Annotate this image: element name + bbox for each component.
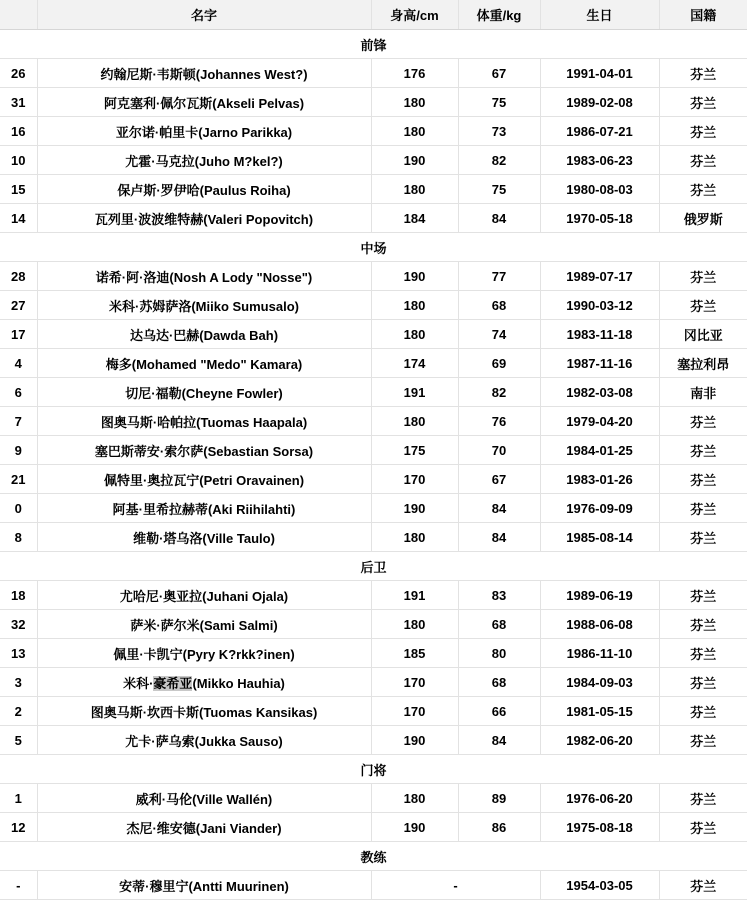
player-number-cell: 1: [0, 784, 37, 813]
player-birthday-cell: 1986-11-10: [540, 639, 659, 668]
player-row: [0, 204, 747, 233]
player-name-cell: 威利·马伦(Ville Wallén): [37, 784, 371, 813]
player-number-cell: 13: [0, 639, 37, 668]
player-nationality-cell: 芬兰: [659, 291, 747, 320]
player-row: [0, 59, 747, 88]
player-number-cell: 26: [0, 59, 37, 88]
player-row: [0, 639, 747, 668]
player-height-cell: 180: [371, 88, 458, 117]
player-number-cell: 18: [0, 581, 37, 610]
player-birthday-cell: 1976-06-20: [540, 784, 659, 813]
player-height-cell: 176: [371, 59, 458, 88]
player-row: [0, 349, 747, 378]
player-number-cell: 31: [0, 88, 37, 117]
player-weight-cell: 68: [458, 610, 540, 639]
player-name-cell: 切尼·福勒(Cheyne Fowler): [37, 378, 371, 407]
player-number-cell: 15: [0, 175, 37, 204]
player-row: [0, 465, 747, 494]
player-height-cell: 180: [371, 320, 458, 349]
player-nationality-cell: 芬兰: [659, 494, 747, 523]
player-number-cell: 17: [0, 320, 37, 349]
selected-text-highlight: 豪希亚: [153, 675, 193, 691]
player-weight-cell: 68: [458, 291, 540, 320]
player-nationality-cell: 芬兰: [659, 581, 747, 610]
player-number-cell: 14: [0, 204, 37, 233]
player-weight-cell: 76: [458, 407, 540, 436]
player-height-cell: 180: [371, 784, 458, 813]
player-nationality-cell: 芬兰: [659, 668, 747, 697]
player-birthday-cell: 1982-06-20: [540, 726, 659, 755]
player-height-cell: 170: [371, 668, 458, 697]
section-row: [0, 233, 747, 262]
player-row: [0, 88, 747, 117]
header-row: [0, 0, 747, 30]
player-height-cell: 175: [371, 436, 458, 465]
player-name-cell: 梅多(Mohamed "Medo" Kamara): [37, 349, 371, 378]
col-header-nationality: 国籍: [659, 0, 747, 30]
player-height-cell: 185: [371, 639, 458, 668]
player-weight-cell: 67: [458, 59, 540, 88]
player-name-cell: 萨米·萨尔米(Sami Salmi): [37, 610, 371, 639]
player-row: [0, 291, 747, 320]
player-number-cell: 4: [0, 349, 37, 378]
player-name-cell: 阿克塞利·佩尔瓦斯(Akseli Pelvas): [37, 88, 371, 117]
player-weight-cell: 86: [458, 813, 540, 842]
player-name-cell: 安蒂·穆里宁(Antti Muurinen): [37, 871, 371, 900]
player-birthday-cell: 1983-06-23: [540, 146, 659, 175]
player-number-cell: 2: [0, 697, 37, 726]
player-nationality-cell: 芬兰: [659, 146, 747, 175]
section-row: [0, 552, 747, 581]
player-name-cell: 诺希·阿·洛迪(Nosh A Lody "Nosse"): [37, 262, 371, 291]
section-row: [0, 30, 747, 59]
player-nationality-cell: 塞拉利昂: [659, 349, 747, 378]
player-name-cell: 图奥马斯·坎西卡斯(Tuomas Kansikas): [37, 697, 371, 726]
player-birthday-cell: 1991-04-01: [540, 59, 659, 88]
player-height-cell: 190: [371, 813, 458, 842]
player-nationality-cell: 芬兰: [659, 697, 747, 726]
section-title-cell: 教练: [0, 842, 747, 871]
player-weight-cell: 77: [458, 262, 540, 291]
player-row: [0, 262, 747, 291]
col-header-height: 身高/cm: [371, 0, 458, 30]
player-number-cell: 32: [0, 610, 37, 639]
player-name-cell: 阿基·里希拉赫蒂(Aki Riihilahti): [37, 494, 371, 523]
player-row: [0, 436, 747, 465]
player-row: [0, 523, 747, 552]
player-name-cell: [37, 668, 371, 697]
player-row: [0, 697, 747, 726]
player-height-cell: 180: [371, 523, 458, 552]
player-number-cell: -: [0, 871, 37, 900]
player-height-cell: 190: [371, 726, 458, 755]
player-row: [0, 668, 747, 697]
player-number-cell: 5: [0, 726, 37, 755]
player-weight-cell: 82: [458, 378, 540, 407]
player-birthday-cell: 1984-01-25: [540, 436, 659, 465]
player-birthday-cell: 1989-06-19: [540, 581, 659, 610]
player-birthday-cell: 1979-04-20: [540, 407, 659, 436]
player-number-cell: 12: [0, 813, 37, 842]
player-birthday-cell: 1980-08-03: [540, 175, 659, 204]
col-header-name: 名字: [37, 0, 371, 30]
player-nationality-cell: 芬兰: [659, 465, 747, 494]
player-number-cell: 3: [0, 668, 37, 697]
player-number-cell: 21: [0, 465, 37, 494]
player-weight-cell: 80: [458, 639, 540, 668]
player-height-cell: 190: [371, 146, 458, 175]
player-number-cell: 7: [0, 407, 37, 436]
player-height-cell: 174: [371, 349, 458, 378]
player-birthday-cell: 1983-11-18: [540, 320, 659, 349]
player-weight-cell: 84: [458, 726, 540, 755]
player-height-cell: 191: [371, 581, 458, 610]
player-birthday-cell: 1954-03-05: [540, 871, 659, 900]
player-nationality-cell: 芬兰: [659, 871, 747, 900]
player-birthday-cell: 1976-09-09: [540, 494, 659, 523]
player-nationality-cell: 芬兰: [659, 436, 747, 465]
section-row: [0, 842, 747, 871]
player-birthday-cell: 1986-07-21: [540, 117, 659, 146]
player-birthday-cell: 1989-07-17: [540, 262, 659, 291]
player-birthday-cell: 1985-08-14: [540, 523, 659, 552]
player-row: [0, 407, 747, 436]
player-birthday-cell: 1987-11-16: [540, 349, 659, 378]
player-name-cell: 维勒·塔乌洛(Ville Taulo): [37, 523, 371, 552]
player-weight-cell: 67: [458, 465, 540, 494]
player-birthday-cell: 1984-09-03: [540, 668, 659, 697]
col-header-number: [0, 0, 37, 30]
player-nationality-cell: 芬兰: [659, 813, 747, 842]
player-weight-cell: 75: [458, 175, 540, 204]
player-name-text: 米科·: [123, 675, 154, 691]
player-height-weight-cell: -: [371, 871, 540, 900]
table-body: [0, 30, 747, 900]
player-height-cell: 190: [371, 494, 458, 523]
player-row: [0, 146, 747, 175]
player-birthday-cell: 1981-05-15: [540, 697, 659, 726]
player-height-cell: 180: [371, 291, 458, 320]
player-name-cell: 瓦列里·波波维特赫(Valeri Popovitch): [37, 204, 371, 233]
player-height-cell: 180: [371, 610, 458, 639]
player-row: [0, 117, 747, 146]
player-row: [0, 320, 747, 349]
player-weight-cell: 82: [458, 146, 540, 175]
player-nationality-cell: 芬兰: [659, 523, 747, 552]
player-birthday-cell: 1989-02-08: [540, 88, 659, 117]
player-nationality-cell: 芬兰: [659, 784, 747, 813]
player-weight-cell: 84: [458, 204, 540, 233]
player-height-cell: 170: [371, 697, 458, 726]
player-weight-cell: 75: [458, 88, 540, 117]
player-row: [0, 378, 747, 407]
player-birthday-cell: 1975-08-18: [540, 813, 659, 842]
player-height-cell: 180: [371, 407, 458, 436]
player-birthday-cell: 1990-03-12: [540, 291, 659, 320]
player-weight-cell: 84: [458, 494, 540, 523]
player-row: [0, 813, 747, 842]
player-name-cell: 保卢斯·罗伊哈(Paulus Roiha): [37, 175, 371, 204]
player-number-cell: 28: [0, 262, 37, 291]
section-title-cell: 中场: [0, 233, 747, 262]
col-header-birthday: 生日: [540, 0, 659, 30]
player-number-cell: 27: [0, 291, 37, 320]
section-title-cell: 后卫: [0, 552, 747, 581]
player-weight-cell: 69: [458, 349, 540, 378]
player-weight-cell: 68: [458, 668, 540, 697]
player-number-cell: 10: [0, 146, 37, 175]
player-name-cell: 达乌达·巴赫(Dawda Bah): [37, 320, 371, 349]
section-row: [0, 755, 747, 784]
player-name-cell: 尤卡·萨乌索(Jukka Sauso): [37, 726, 371, 755]
player-birthday-cell: 1983-01-26: [540, 465, 659, 494]
player-number-cell: 8: [0, 523, 37, 552]
player-row: [0, 610, 747, 639]
player-row: [0, 871, 747, 900]
player-height-cell: 184: [371, 204, 458, 233]
player-name-cell: 亚尔诺·帕里卡(Jarno Parikka): [37, 117, 371, 146]
player-nationality-cell: 芬兰: [659, 407, 747, 436]
player-weight-cell: 84: [458, 523, 540, 552]
player-name-cell: 塞巴斯蒂安·索尔萨(Sebastian Sorsa): [37, 436, 371, 465]
player-name-cell: 约翰尼斯·韦斯顿(Johannes West?): [37, 59, 371, 88]
player-number-cell: 16: [0, 117, 37, 146]
player-height-cell: 190: [371, 262, 458, 291]
player-name-cell: 米科·苏姆萨洛(Miiko Sumusalo): [37, 291, 371, 320]
player-name-cell: 杰尼·维安德(Jani Viander): [37, 813, 371, 842]
player-birthday-cell: 1988-06-08: [540, 610, 659, 639]
section-title-cell: 门将: [0, 755, 747, 784]
player-row: [0, 494, 747, 523]
player-nationality-cell: 芬兰: [659, 262, 747, 291]
player-name-cell: 佩里·卡凯宁(Pyry K?rkk?inen): [37, 639, 371, 668]
player-number-cell: 6: [0, 378, 37, 407]
player-nationality-cell: 芬兰: [659, 88, 747, 117]
player-nationality-cell: 芬兰: [659, 639, 747, 668]
player-weight-cell: 89: [458, 784, 540, 813]
player-birthday-cell: 1970-05-18: [540, 204, 659, 233]
player-height-cell: 180: [371, 117, 458, 146]
player-height-cell: 170: [371, 465, 458, 494]
player-nationality-cell: 芬兰: [659, 726, 747, 755]
player-number-cell: 9: [0, 436, 37, 465]
player-height-cell: 180: [371, 175, 458, 204]
player-nationality-cell: 冈比亚: [659, 320, 747, 349]
player-row: [0, 581, 747, 610]
player-name-cell: 尤霍·马克拉(Juho M?kel?): [37, 146, 371, 175]
player-row: [0, 175, 747, 204]
section-title-cell: 前锋: [0, 30, 747, 59]
player-height-cell: 191: [371, 378, 458, 407]
player-weight-cell: 70: [458, 436, 540, 465]
col-header-weight: 体重/kg: [458, 0, 540, 30]
player-nationality-cell: 芬兰: [659, 59, 747, 88]
player-nationality-cell: 俄罗斯: [659, 204, 747, 233]
player-weight-cell: 66: [458, 697, 540, 726]
player-row: [0, 784, 747, 813]
player-weight-cell: 83: [458, 581, 540, 610]
player-nationality-cell: 芬兰: [659, 117, 747, 146]
player-name-text: (Mikko Hauhia): [192, 675, 285, 691]
player-weight-cell: 74: [458, 320, 540, 349]
player-nationality-cell: 南非: [659, 378, 747, 407]
player-weight-cell: 73: [458, 117, 540, 146]
player-name-cell: 尤哈尼·奥亚拉(Juhani Ojala): [37, 581, 371, 610]
player-birthday-cell: 1982-03-08: [540, 378, 659, 407]
player-row: [0, 726, 747, 755]
player-nationality-cell: 芬兰: [659, 610, 747, 639]
player-nationality-cell: 芬兰: [659, 175, 747, 204]
player-name-cell: 佩特里·奥拉瓦宁(Petri Oravainen): [37, 465, 371, 494]
player-name-cell: 图奥马斯·哈帕拉(Tuomas Haapala): [37, 407, 371, 436]
player-number-cell: 0: [0, 494, 37, 523]
